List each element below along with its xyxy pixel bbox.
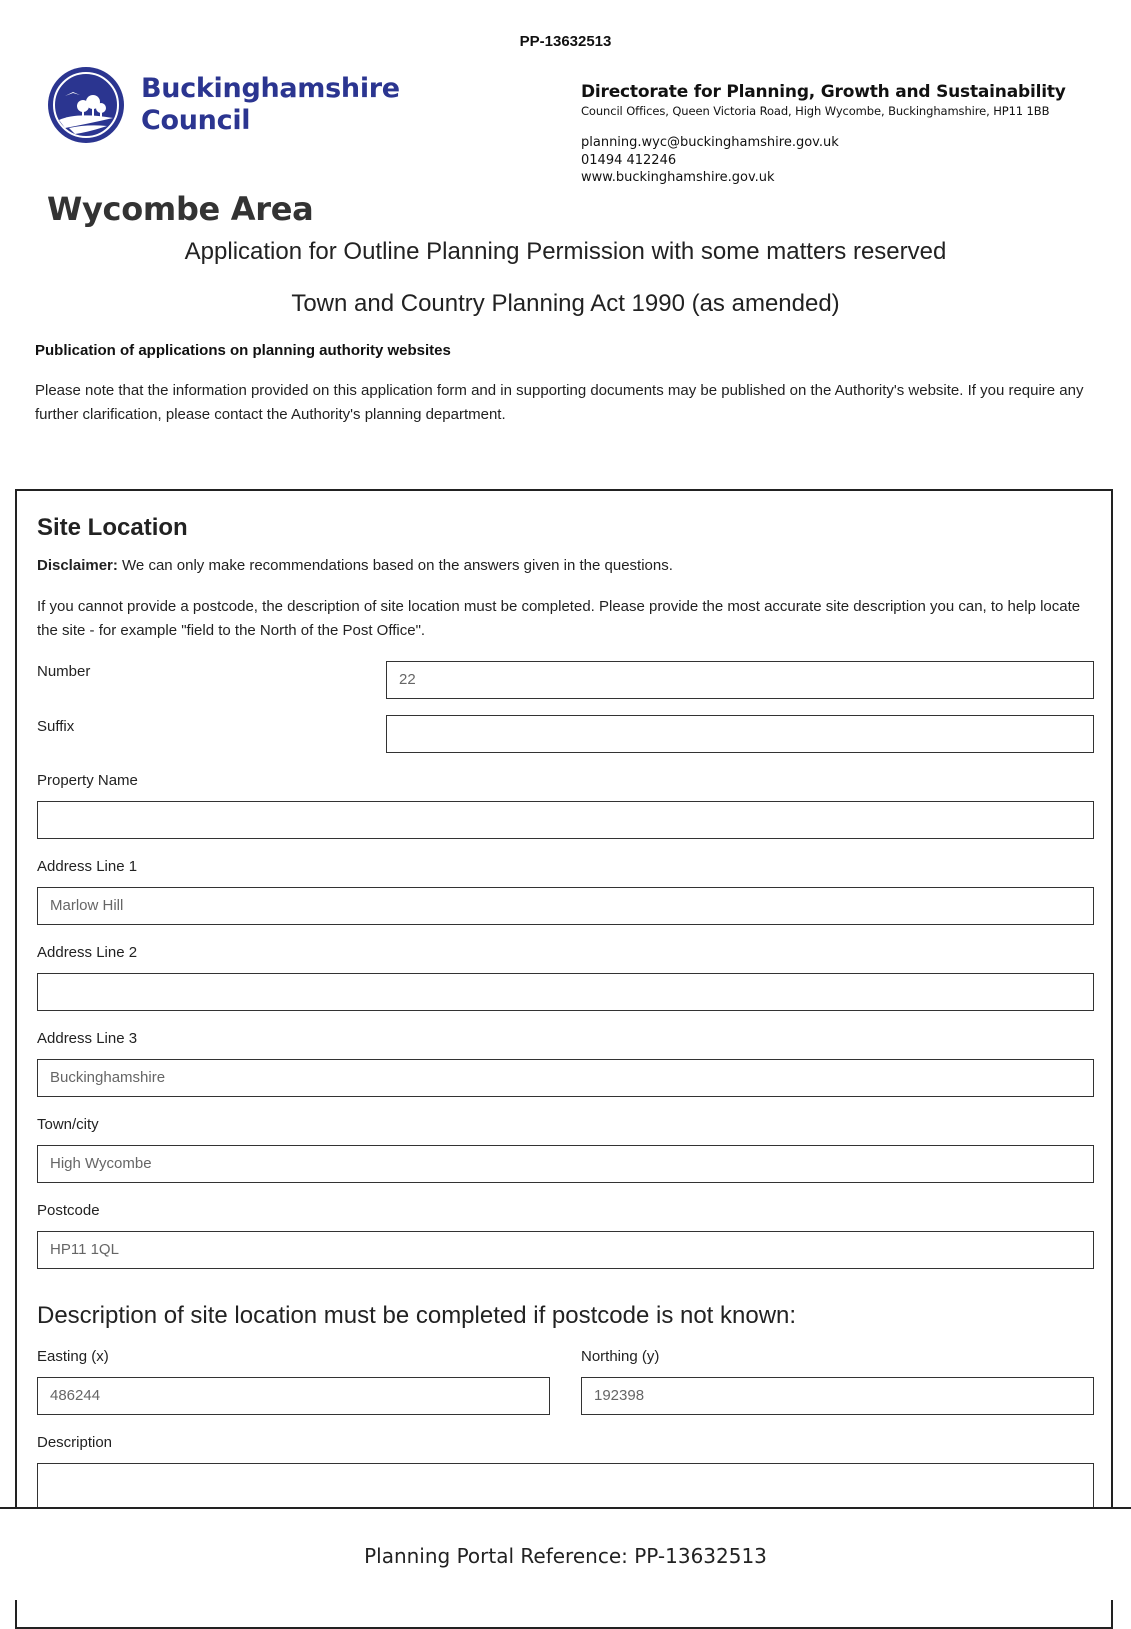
easting-field[interactable]: 486244 (37, 1377, 550, 1415)
directorate-contact-block (581, 82, 1066, 187)
act-title: Town and Country Planning Act 1990 (as amended) (291, 290, 840, 317)
logo-line-2: Council (141, 105, 251, 136)
council-emblem-icon (47, 66, 125, 144)
address-line-3-field[interactable]: Buckinghamshire (37, 1059, 1094, 1097)
northing-label: Northing (y) (581, 1348, 660, 1365)
directorate-title: Directorate for Planning, Growth and Sustainability (581, 82, 1066, 102)
property-name-label: Property Name (37, 772, 138, 789)
property-name-field[interactable] (37, 801, 1094, 839)
northing-field[interactable]: 192398 (581, 1377, 1094, 1415)
suffix-field[interactable] (386, 715, 1094, 753)
council-logo (47, 66, 400, 144)
address-line-3-label: Address Line 3 (37, 1030, 138, 1047)
address-line-2-field[interactable] (37, 973, 1094, 1011)
number-field[interactable]: 22 (386, 661, 1094, 699)
application-title: Application for Outline Planning Permission with some matters reserved (184, 238, 947, 265)
town-city-field[interactable]: High Wycombe (37, 1145, 1094, 1183)
postcode-label: Postcode (37, 1202, 100, 1219)
disclaimer (37, 557, 673, 574)
publication-heading: Publication of applications on planning authority websites (35, 342, 451, 359)
section-title: Site Location (37, 514, 188, 541)
postcode-field[interactable]: HP11 1QL (37, 1231, 1094, 1269)
reference-number: PP-13632513 (519, 33, 612, 50)
footer-divider (0, 1507, 1131, 1509)
suffix-label: Suffix (37, 718, 75, 735)
site-help-text: If you cannot provide a postcode, the description of site location must be completed. Please provide the most accurate site description you can, to help locate the site - for example "field to the North of the Post Office". (37, 598, 1081, 639)
disclaimer-text: We can only make recommendations based on the answers given in the questions. (117, 557, 673, 574)
address-line-1-field[interactable]: Marlow Hill (37, 887, 1094, 925)
directorate-address: Council Offices, Queen Victoria Road, High Wycombe, Buckinghamshire, HP11 1BB (581, 104, 1050, 118)
number-label: Number (37, 663, 91, 680)
directorate-website: www.buckinghamshire.gov.uk (581, 170, 775, 185)
easting-label: Easting (x) (37, 1348, 109, 1365)
directorate-email: planning.wyc@buckinghamshire.gov.uk (581, 135, 839, 150)
disclaimer-label: Disclaimer: (37, 557, 118, 574)
description-label: Description (37, 1434, 113, 1451)
footer-reference: Planning Portal Reference: PP-13632513 (364, 1544, 767, 1568)
town-city-label: Town/city (37, 1116, 99, 1133)
address-line-2-label: Address Line 2 (37, 944, 138, 961)
directorate-phone: 01494 412246 (581, 152, 677, 168)
address-line-1-label: Address Line 1 (37, 858, 138, 875)
area-title: Wycombe Area (47, 190, 314, 228)
publication-text: Please note that the information provided on this application form and in supporting documents may be published on the Authority's website. If you require any further clarification, please contact the Authority's planning department. (35, 382, 1084, 423)
logo-line-1: Buckinghamshire (141, 73, 400, 104)
description-heading: Description of site location must be completed if postcode is not known: (37, 1302, 797, 1329)
